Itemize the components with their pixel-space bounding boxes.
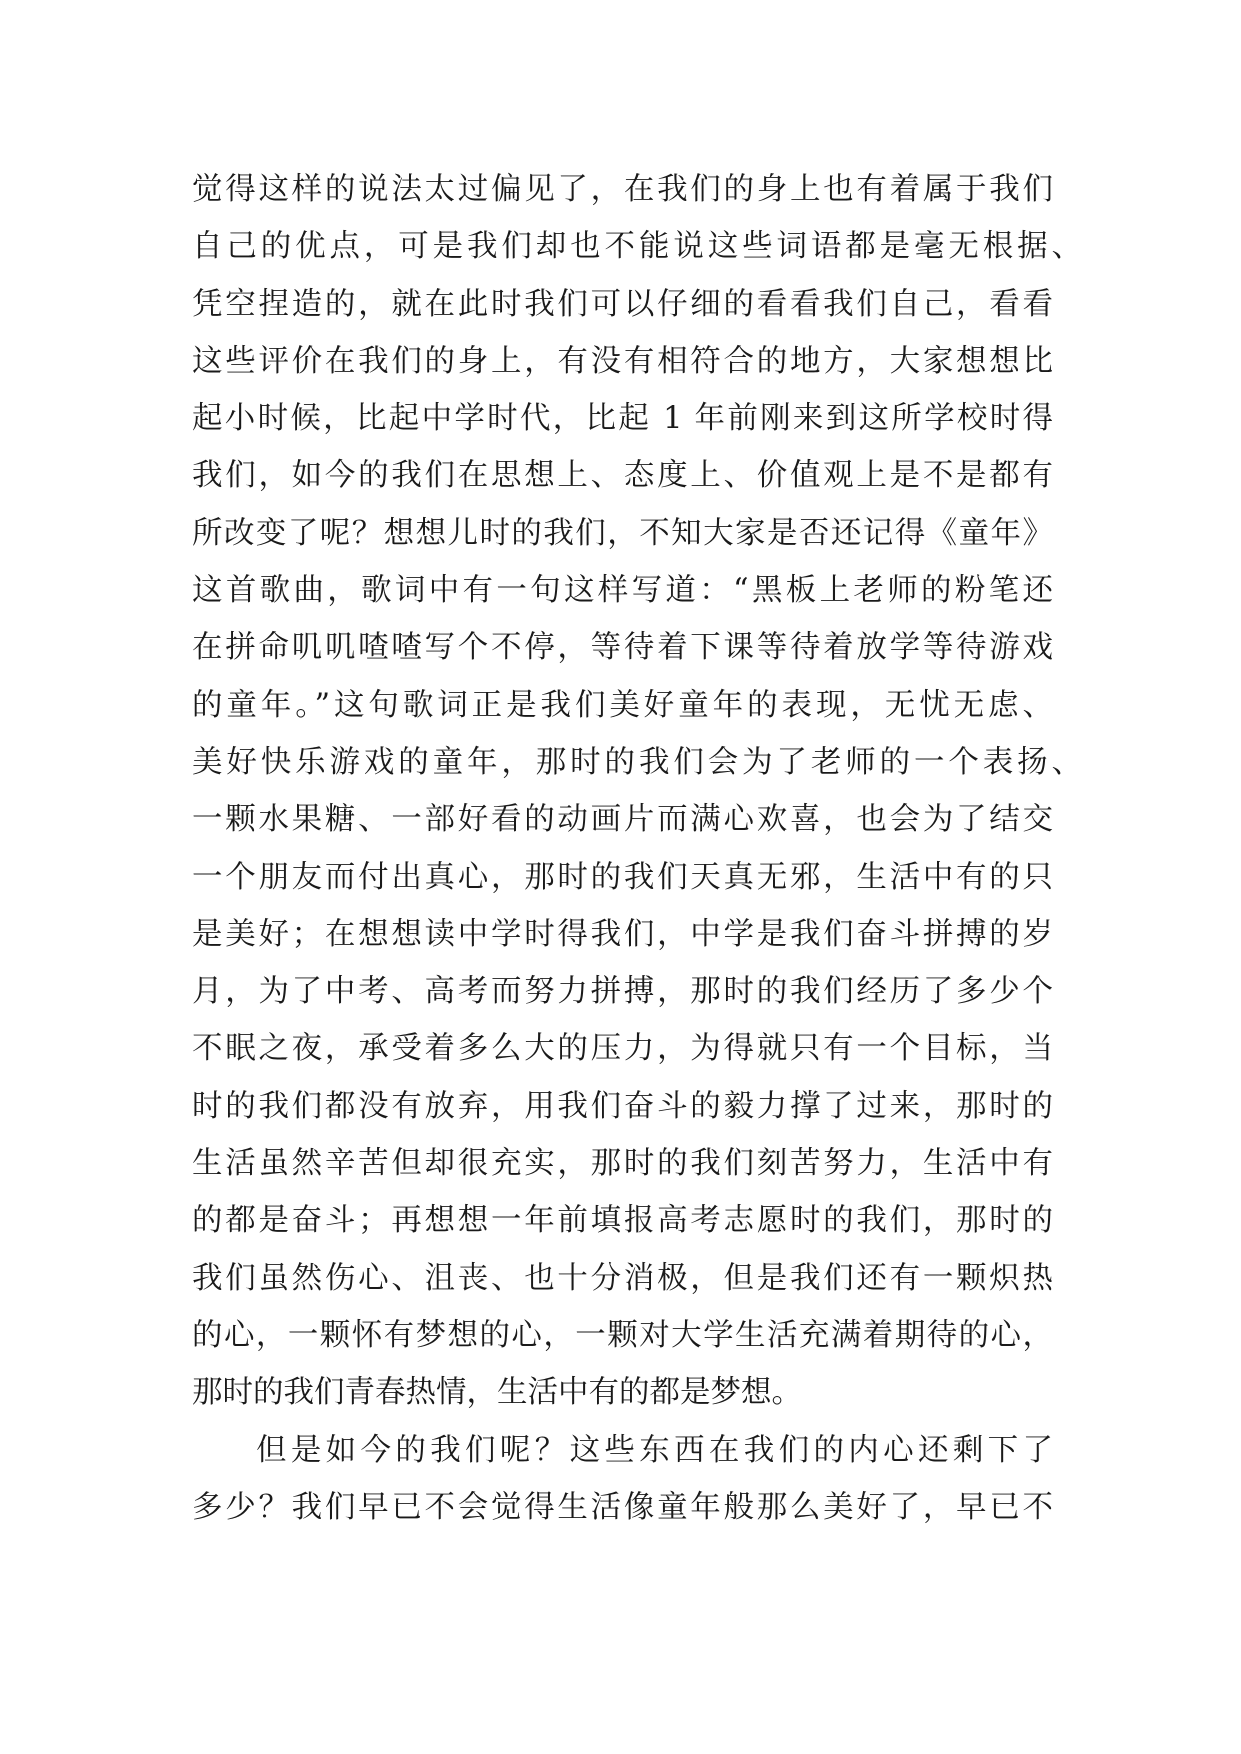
text-line: 不眠之夜，承受着多么大的压力，为得就只有一个目标，当 <box>192 1031 1053 1067</box>
text-line: 我们虽然伤心、沮丧、也十分消极，但是我们还有一颗炽热 <box>192 1260 1053 1296</box>
paragraph-last-line: 那时的我们青春热情，生活中有的都是梦想。 <box>192 1375 802 1411</box>
text-line: 月，为了中考、高考而努力拼搏，那时的我们经历了多少个 <box>192 974 1053 1010</box>
text-line: 美好快乐游戏的童年，那时的我们会为了老师的一个表扬、 <box>192 744 1082 780</box>
paragraph-first-line: 但是如今的我们呢？这些东西在我们的内心还剩下了 <box>256 1432 1053 1468</box>
text-line: 凭空捏造的，就在此时我们可以仔细的看看我们自己，看看 <box>192 286 1053 322</box>
text-line: 是美好；在想想读中学时得我们，中学是我们奋斗拼搏的岁 <box>192 916 1053 952</box>
text-line: 一个朋友而付出真心，那时的我们天真无邪，生活中有的只 <box>192 859 1053 895</box>
text-line: 所改变了呢？想想儿时的我们，不知大家是否还记得《童年》 <box>192 515 1053 551</box>
text-line: 自己的优点，可是我们却也不能说这些词语都是毫无根据、 <box>192 229 1082 265</box>
text-line: 的童年。”这句歌词正是我们美好童年的表现，无忧无虑、 <box>192 687 1053 723</box>
body-text <box>192 161 1082 1536</box>
text-line: 在拼命叽叽喳喳写个不停，等待着下课等待着放学等待游戏 <box>192 630 1053 666</box>
text-line: 多少？我们早已不会觉得生活像童年般那么美好了，早已不 <box>192 1489 1053 1525</box>
text-line: 的都是奋斗；再想想一年前填报高考志愿时的我们，那时的 <box>192 1203 1053 1239</box>
text-line: 时的我们都没有放弃，用我们奋斗的毅力撑了过来，那时的 <box>192 1088 1053 1124</box>
text-line: 这首歌曲，歌词中有一句这样写道：“黑板上老师的粉笔还 <box>192 573 1053 609</box>
text-line: 起小时候，比起中学时代，比起 1 年前刚来到这所学校时得 <box>192 401 1053 437</box>
text-line: 的心，一颗怀有梦想的心，一颗对大学生活充满着期待的心， <box>192 1317 1053 1353</box>
text-line: 觉得这样的说法太过偏见了，在我们的身上也有着属于我们 <box>192 172 1053 207</box>
text-line: 一颗水果糖、一部好看的动画片而满心欢喜，也会为了结交 <box>192 802 1053 838</box>
text-line: 生活虽然辛苦但却很充实，那时的我们刻苦努力，生活中有 <box>192 1146 1053 1182</box>
text-line: 我们，如今的我们在思想上、态度上、价值观上是不是都有 <box>192 458 1053 494</box>
text-line: 这些评价在我们的身上，有没有相符合的地方，大家想想比 <box>192 343 1053 379</box>
